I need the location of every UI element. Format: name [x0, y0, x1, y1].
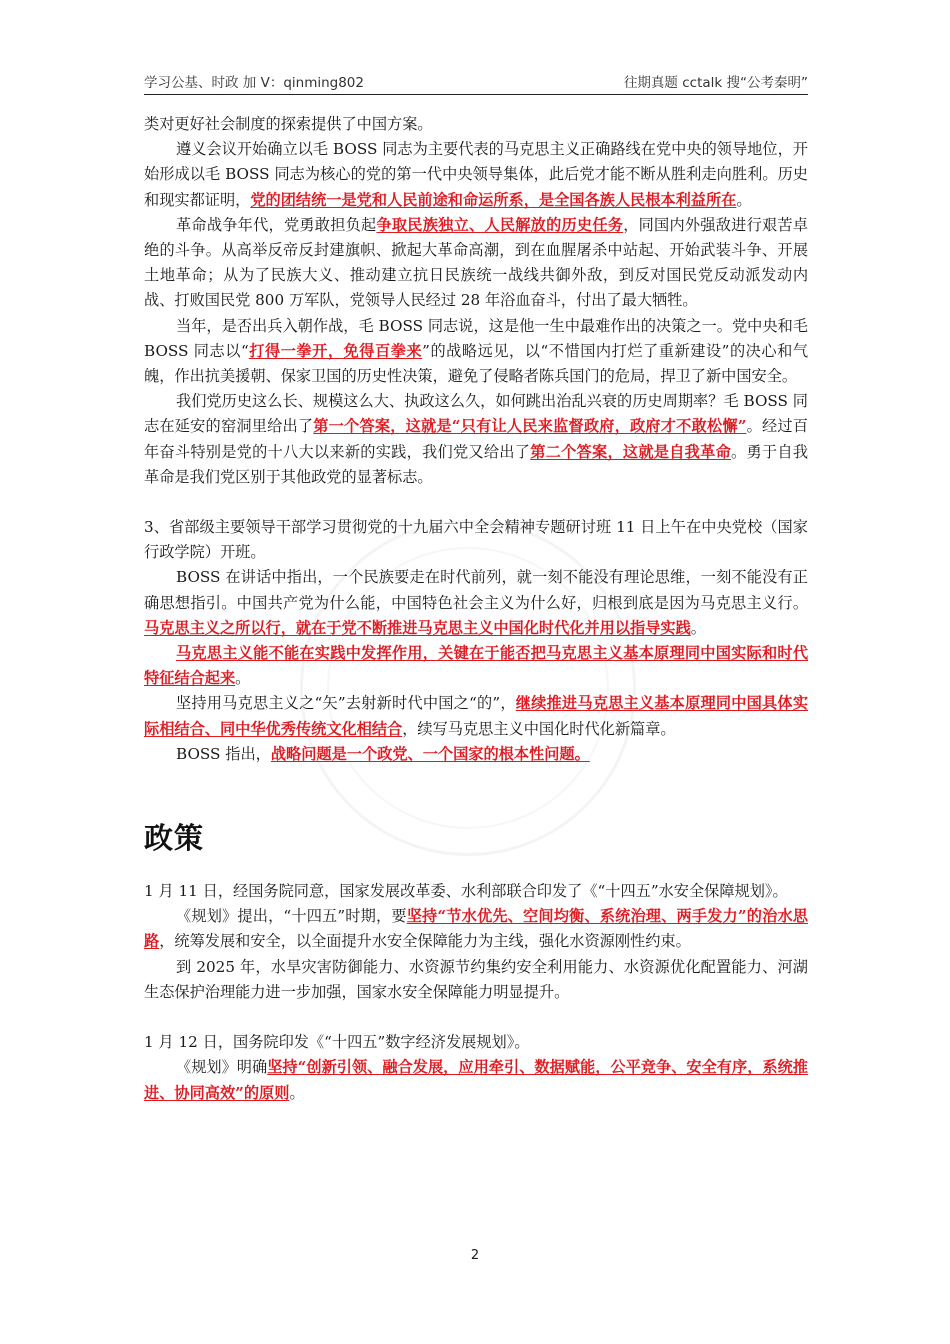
document-body [144, 112, 808, 1106]
page-header [144, 66, 808, 95]
paragraph: 《规划》提出，“十四五”时期，要坚持“节水优先、空间均衡、系统治理、两手发力”的治水思路，统筹发展和安全，以全面提升水安全保障能力为主线，强化水资源刚性约束。 [144, 907, 808, 951]
paragraph: 1 月 11 日，经国务院同意，国家发展改革委、水利部联合印发了《“十四五”水安全保障规划》。 [144, 882, 788, 901]
header-right-text: 往期真题 cctalk 搜“公考秦明” [623, 75, 808, 91]
highlight-text: 马克思主义之所以行，就在于党不断推进马克思主义中国化时代化并用以指导实践 [144, 618, 691, 637]
highlight-text: 第一个答案，这就是“只有让人民来监督政府，政府才不敢松懈” [313, 417, 747, 436]
paragraph: 我们党历史这么长、规模这么大、执政这么久，如何跳出治乱兴衰的历史周期率？毛 BOSS 同志在延安的窑洞里给出了第一个答案，这就是“只有让人民来监督政府，政府才不敢松懈”。经过百年奋斗特别是党的十八大以来新的实践，我们党又给出了第二个答案，这就是自我革命。勇于自我革命是我们党区别于其他政党的显著标志。 [144, 392, 809, 486]
highlight-text: 第二个答案，这就是自我革命 [530, 442, 732, 461]
highlight-text: 争取民族独立、人民解放的历史任务 [376, 215, 624, 234]
paragraph: 遵义会议开始确立以毛 BOSS 同志为主要代表的马克思主义正确路线在党中央的领导地位，开始形成以毛 BOSS 同志为核心的党的第一代中央领导集体，此后党才能不断从胜利走向胜利。历史和现实都证明，党的团结统一是党和人民前途和命运所系，是全国各族人民根本利益所在。 [144, 140, 808, 209]
paragraph: 革命战争年代，党勇敢担负起争取民族独立、人民解放的历史任务，同国内外强敌进行艰苦卓绝的斗争。从高举反帝反封建旗帜、掀起大革命高潮，到在血腥屠杀中站起、开始武装斗争、开展土地革命；从为了民族大义、推动建立抗日民族统一战线共御外敌，到反对国民党反动派发动内战、打败国民党 800 万军队，党领导人民经过 28 年浴血奋斗，付出了最大牺牲。 [144, 215, 809, 310]
highlight-text: 战略问题是一个政党、一个国家的根本性问题。 [270, 744, 590, 763]
paragraph: 到 2025 年，水旱灾害防御能力、水资源节约集约安全利用能力、水资源优化配置能力、河湖生态保护治理能力进一步加强，国家水安全保障能力明显提升。 [144, 957, 808, 1001]
paragraph: 坚持用马克思主义之“矢”去射新时代中国之“的”，继续推进马克思主义基本原理同中国具体实际相结合、同中华优秀传统文化相结合，续写马克思主义中国化时代化新篇章。 [144, 694, 809, 738]
paragraph: 3、省部级主要领导干部学习贯彻党的十九届六中全会精神专题研讨班 11 日上午在中央党校（国家行政学院）开班。 [144, 518, 808, 562]
page-number: 2 [470, 1248, 480, 1263]
paragraph: 1 月 12 日，国务院印发《“十四五”数字经济发展规划》。 [144, 1033, 530, 1052]
highlight-text: 马克思主义能不能在实践中发挥作用，关键在于能否把马克思主义基本原理同中国实际和时代特征结合起来 [144, 644, 808, 688]
highlight-text: 坚持“创新引领、融合发展，应用牵引、数据赋能，公平竞争、安全有序，系统推进、协同高效”的原则 [144, 1058, 808, 1102]
paragraph: BOSS 在讲话中指出，一个民族要走在时代前列，就一刻不能没有理论思维，一刻不能没有正确思想指引。中国共产党为什么能，中国特色社会主义为什么好，归根到底是因为马克思主义行。马克思主义之所以行，就在于党不断推进马克思主义中国化时代化并用以指导实践。 [144, 568, 808, 637]
highlight-text: 继续推进马克思主义基本原理同中国具体实际相结合、同中华优秀传统文化相结合 [144, 694, 809, 738]
paragraph: BOSS 指出，战略问题是一个政党、一个国家的根本性问题。 [176, 744, 590, 763]
paragraph: 马克思主义能不能在实践中发挥作用，关键在于能否把马克思主义基本原理同中国实际和时代特征结合起来。 [144, 644, 808, 688]
paragraph: 当年，是否出兵入朝作战，毛 BOSS 同志说，这是他一生中最难作出的决策之一。党中央和毛 BOSS 同志以“打得一拳开，免得百拳来”的战略远见，以“不惜国内打烂了重新建设”的决心和气魄，作出抗美援朝、保家卫国的历史性决策，避免了侵略者陈兵国门的危局，捍卫了新中国安全。 [144, 316, 809, 386]
highlight-text: 打得一拳开，免得百拳来 [248, 341, 423, 360]
paragraph: 类对更好社会制度的探索提供了中国方案。 [144, 115, 433, 133]
header-left-text: 学习公基、时政 加 V：qinming802 [144, 75, 364, 91]
highlight-text: 党的团结统一是党和人民前途和命运所系，是全国各族人民根本利益所在 [250, 190, 737, 209]
section-title: 政策 [144, 821, 205, 856]
highlight-text: 坚持“节水优先、空间均衡、系统治理、两手发力”的治水思路 [144, 907, 808, 951]
paragraph: 《规划》明确坚持“创新引领、融合发展，应用牵引、数据赋能，公平竞争、安全有序，系统推进、协同高效”的原则。 [144, 1058, 808, 1102]
